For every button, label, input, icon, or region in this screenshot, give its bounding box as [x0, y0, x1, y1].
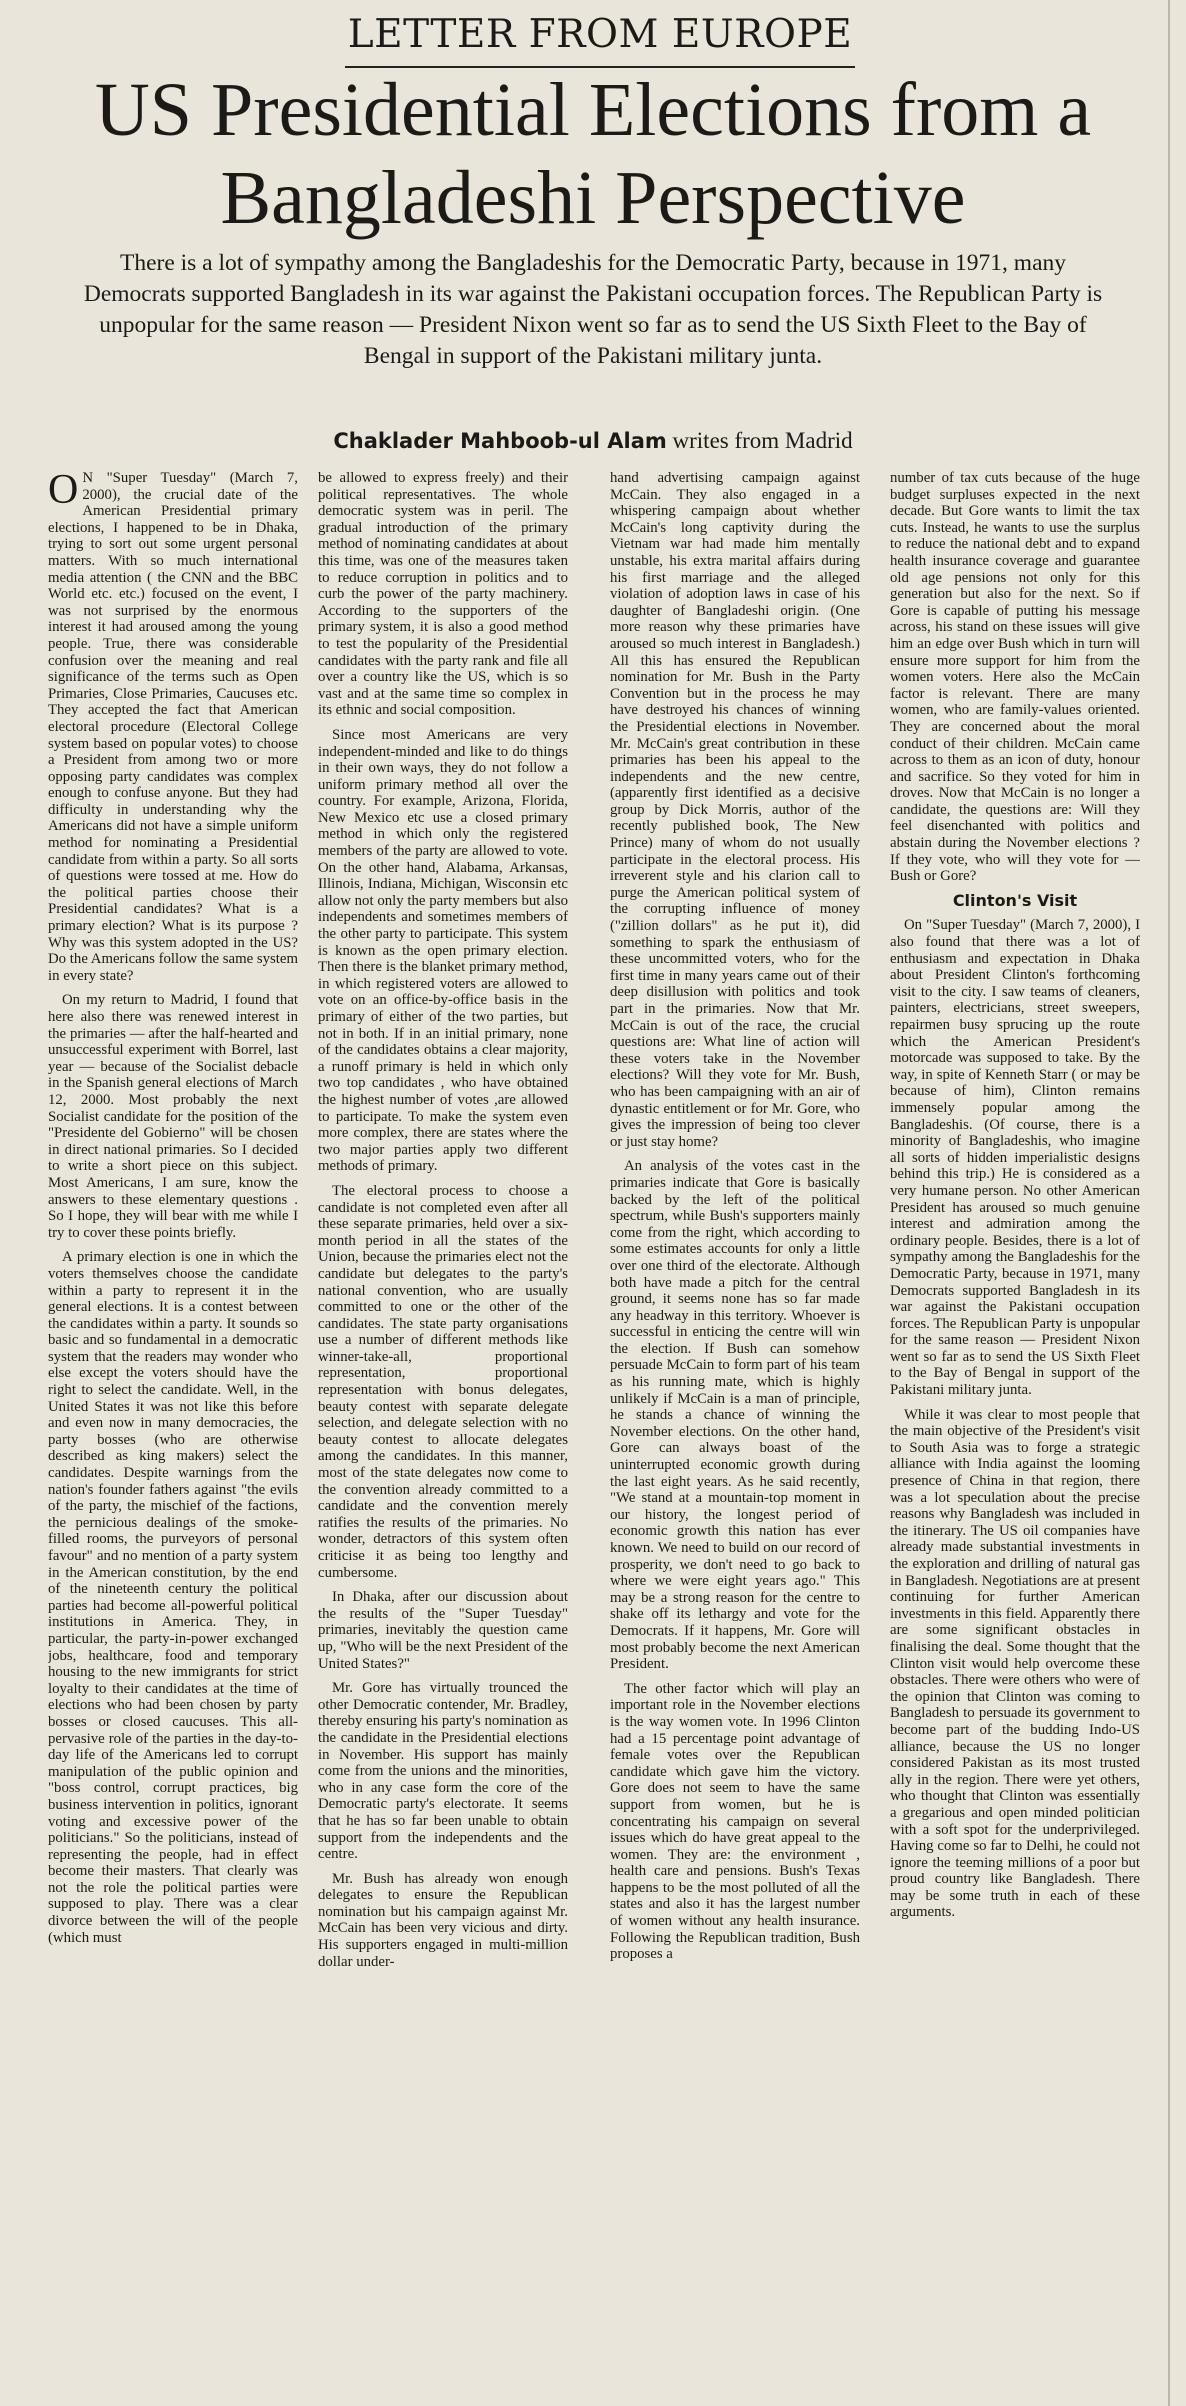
paragraph: Mr. Bush has already won enough delegates to ensure the Republican nomination but his campaign against Mr. McCain has been very vicious and dirty. His supporters engaged in multi-million dollar under- — [318, 1870, 568, 1970]
paragraph: hand advertising campaign against McCain. They also engaged in a whispering campaign about whether McCain's long captivity during the Vietnam war had made him mentally unstable, his extra marital affairs during his first marriage and the alleged violation of adoption laws in case of his daughter of Bangladeshi origin. (One more reason why these primaries have aroused so much interest in Bangladesh.) All this has ensured the Republican nomination for Mr. Bush in the Party Convention but in the process he may have destroyed his chances of winning the Presidential elections in November. Mr. McCain's great contribution in these primaries has been his appeal to the independents and the new centre, (apparently first identified as a decisive group by Dick Morris, author of the recently published book, The New Prince) many of whom do not usually participate in the electoral process. His irreverent style and his clarion call to purge the American political system of the corrupting influence of money ("zillion dollars" as he put it), did something to spark the enthusiasm of these uncommitted voters, who for the first time in many years came out of their deep disillusion with politics and took part in the primaries. Now that Mr. McCain is out of the race, the crucial questions are: What line of action will these voters take in the November elections? Will they vote for Mr. Bush, who has been campaigning with an air of dynastic entitlement or for Mr. Gore, who gives the impression of being too clever or just stay home? — [610, 470, 860, 1150]
column-2 — [318, 470, 568, 2395]
paragraph: On "Super Tuesday" (March 7, 2000), I also found that there was a lot of enthusiasm and expectation in Dhaka about President Clinton's forthcoming visit to the city. I saw teams of cleaners, painters, electricians, street sweepers, repairmen busy sprucing up the route which the American President's motorcade was supposed to take. By the way, in spite of Kenneth Starr ( or may be because of him), Clinton remains immensely popular among the Bangladeshis. (Of course, there is a minority of Bangladeshis, who imagine all sorts of hidden imperialistic designs behind this trip.) He is considered as a very humane person. No other American President has aroused so much genuine interest and admiration among the ordinary people. Besides, there is a lot of sympathy among the Bangladeshis for the Democratic Party, because in 1971, many Democrats supported Bangladesh in its war against the Pakistani occupation forces. The Republican Party is unpopular for the same reason — President Nixon went so far as to send the US Sixth Fleet to the Bay of Bengal in support of the Pakistani military junta. — [890, 917, 1140, 1399]
paragraph: In Dhaka, after our discussion about the results of the "Super Tuesday" primaries, inevitably the question came up, "Who will be the next President of the United States?" — [318, 1589, 568, 1672]
byline-author: Chaklader Mahboob-ul Alam — [333, 429, 667, 453]
column-3 — [610, 470, 860, 2395]
page-edge-divider — [1168, 0, 1170, 2406]
paragraph: An analysis of the votes cast in the primaries indicate that Gore is basically backed by the left of the political spectrum, while Bush's supporters mainly come from the right, which according to some estimates accounts for only a little over one third of the electorate. Although both have made a pitch for the central ground, it seems none has so far made any headway in this territory. Whoever is successful in enticing the centre will win the election. If Bush can somehow persuade McCain to form part of his team as his running mate, which is highly unlikely if McCain is a man of principle, he stands a chance of winning the November elections. On the other hand, Gore can always boast of the uninterrupted economic growth during the last eight years. As he said recently, "We stand at a mountain-top moment in our history, the longest period of economic growth this nation has ever known. We need to build on our record of prosperity, we don't need to go back to where we were eight years ago." This may be a strong reason for the centre to shake off its lethargy and vote for the Democrats. If it happens, Mr. Gore will most probably become the next American President. — [610, 1158, 860, 1673]
column-4 — [890, 470, 1140, 2395]
paragraph: While it was clear to most people that the main objective of the President's visit to South Asia was to forge a strategic alliance with India against the looming presence of China in that region, there was a lot speculation about the precise reasons why Bangladesh was included in the itinerary. The US oil companies have already made substantial investments in the exploration and drilling of natural gas in Bangladesh. Negotiations are at present continuing for further American investments in this field. Apparently there are some significant obstacles in finalising the deal. Some thought that the Clinton visit would help overcome these obstacles. There were others who were of the opinion that Clinton was coming to Bangladesh to persuade its government to become part of the budding Indo-US alliance, because the US no longer considered Pakistan as its most trusted ally in the region. There were yet others, who thought that Clinton was essentially a gregarious and open minded politician with a soft spot for the underprivileged. Having come so far to Delhi, he could not ignore the teeming millions of a poor but proud country like Bangladesh. There may be some truth in each of these arguments. — [890, 1406, 1140, 1921]
paragraph: The electoral process to choose a candidate is not completed even after all these separate primaries, held over a six-month period in all the states of the Union, because the primaries elect not the candidate but delegates to the party's national convention, who are usually committed to one or the other of the candidates. The state party organisations use a number of different methods like winner-take-all, proportional representation, proportional representation with bonus delegates, beauty contest with separate delegate selection, and delegate selection with no beauty contest to allocate delegates among the candidates. In this manner, most of the state delegates now come to the convention already committed to a candidate and the convention merely ratifies the results of the primaries. No wonder, detractors of this system often criticise it as being too lengthy and cumbersome. — [318, 1182, 568, 1581]
deck-summary: There is a lot of sympathy among the Bangladeshis for the Democratic Party, because in 1971, many Democrats supported Bangladesh in its war against the Pakistani occupation forces. The Republican Party is unpopular for the same reason — President Nixon went so far as to send the US Sixth Fleet to the Bay of Bengal in support of the Pakistani military junta. — [83, 250, 1103, 369]
paragraph: A primary election is one in which the voters themselves choose the candidate within a party to represent it in the general elections. It is a contest between the candidates within a party. It sounds so basic and so fundamental in a democratic system that the readers may wonder who else except the voters should have the right to select the candidate. Well, in the United States it was not like this before and even now in many democracies, the party bosses (who are otherwise described as king makers) select the candidates. Despite warnings from the nation's founder fathers against "the evils of the party, the mischief of the factions, the pernicious dealings of the smoke-filled rooms, the purveyors of personal favour" and no mention of a party system in the American constitution, by the end of the nineteenth century the political parties had become all-powerful political institutions in America. They, in particular, the party-in-power exchanged jobs, healthcare, food and temporary housing to the new immigrants for strict loyalty to their candidates at the time of elections who had been chosen by party bosses or closed caucuses. This all-pervasive role of the parties in the day-to-day life of the Americans led to corrupt manipulation of the public opinion and "boss control, corrupt practices, big business intervention in politics, ignorant voting and excessive power of the politicians." So the politicians, instead of representing the people, had in effect become their masters. That clearly was not the role the political parties were supposed to play. There was a clear divorce between the will of the people (which must — [48, 1249, 298, 1946]
column-1 — [48, 470, 298, 2395]
subheading: Clinton's Visit — [952, 890, 1078, 910]
paragraph: Since most Americans are very independent-minded and like to do things in their own ways, they do not follow a uniform primary method all over the country. For example, Arizona, Florida, New Mexico etc use a closed primary method in which only the registered members of the party are allowed to vote. On the other hand, Alabama, Arkansas, Illinois, Indiana, Michigan, Wisconsin etc allow not only the party members but also independents and sometimes members of the other party to participate. This system is known as the open primary election. Then there is the blanket primary method, in which registered voters are allowed to vote on an office-by-office basis in the primary of either of the two parties, but not in both. If in an initial primary, none of the candidates obtains a clear majority, a runoff primary is held in which only two top candidates , who have obtained the highest number of votes ,are allowed to participate. To make the system even more complex, there are states where the two major parties apply two different methods of primary. — [318, 726, 568, 1175]
paragraph — [48, 470, 298, 984]
paragraph-text: N "Super Tuesday" (March 7, 2000), the crucial date of the American Presidential primary elections, I happened to be in Dhaka, trying to sort out some urgent personal matters. With so much international media attention ( the CNN and the BBC World etc. etc.) focused on the event, I was not surprised by the enormous interest it had aroused among the young people. True, there was considerable confusion over the meaning and real significance of the terms such as Open Primaries, Close Primaries, Caucuses etc. They accepted the fact that American electoral procedure (Electoral College system based on popular votes) to choose a President from among two or more opposing party candidates was complex enough to confuse anyone. But they had difficulty in understanding why the Americans did not have a simple uniform method for nominating a Presidential candidate from within a party. So all sorts of questions were tossed at me. How do the political parties choose their Presidential candidates? What is a primary election? What is its purpose ? Why was this system adopted in the US? Do the Americans follow the same system in every state? — [48, 470, 298, 984]
paragraph: be allowed to express freely) and their political representatives. The whole democratic system was in peril. The gradual introduction of the primary method of nominating candidates at about this time, was one of the measures taken to reduce corruption in politics and to curb the power of the party machinery. According to the supporters of the primary system, it is also a good method to test the popularity of the Presidential candidates with the party rank and file all over a country like the US, which is so vast and at the same time so complex in its ethnic and social composition. — [318, 470, 568, 719]
section-kicker: LETTER FROM EUROPE — [347, 12, 853, 57]
headline: US Presidential Elections from a Bangladeshi Perspective — [94, 68, 1092, 240]
byline-suffix: writes from Madrid — [666, 428, 853, 453]
byline — [0, 428, 1186, 454]
drop-cap: O — [48, 470, 79, 513]
paragraph: On my return to Madrid, I found that here also there was renewed interest in the primaries — after the half-hearted and unsuccessful experiment with Borrel, last year — because of the Socialist debacle in the Spanish general elections of March 12, 2000. Most probably the next Socialist candidate for the position of the "Presidente del Gobierno" will be chosen in direct national primaries. So I decided to write a short piece on this subject. Most Americans, I am sure, know the answers to these elementary questions . So I hope, they will bear with me while I try to cover these points briefly. — [48, 992, 298, 1241]
paragraph: The other factor which will play an important role in the November elections is the way women vote. In 1996 Clinton had a 15 percentage point advantage of female votes over the Republican candidate which gave him the victory. Gore does not seem to have the same support from women, but he is concentrating his campaign on several issues which do have great appeal to the women. They are: the environment , health care and pensions. Bush's Texas happens to be the most polluted of all the states and also it has the largest number of women without any health insurance. Following the Republican tradition, Bush proposes a — [610, 1680, 860, 1963]
paragraph: Mr. Gore has virtually trounced the other Democratic contender, Mr. Bradley, thereby ensuring his party's nomination as the candidate in the Presidential elections in November. His support has mainly come from the unions and the minorities, who in any case form the core of the Democratic party's electorate. It seems that he has so far been unable to obtain support from the independents and the centre. — [318, 1680, 568, 1863]
paragraph: number of tax cuts because of the huge budget surpluses expected in the next decade. But Gore wants to limit the tax cuts. Instead, he wants to use the surplus to reduce the national debt and to expand health insurance coverage and guarantee old age pensions not only for this generation but also for the next. So if Gore is capable of putting his message across, his stand on these issues will give him an edge over Bush which in turn will ensure more support for him from the women voters. Here also the McCain factor is relevant. There are many women, who are family-values oriented. They are concerned about the moral conduct of their children. McCain came across to them as an icon of duty, honour and sacrifice. So they voted for him in droves. Now that McCain is no longer a candidate, the questions are: Will they feel disenchanted with politics and abstain during the November elections ? If they vote, who will they vote for — Bush or Gore? — [890, 470, 1140, 885]
